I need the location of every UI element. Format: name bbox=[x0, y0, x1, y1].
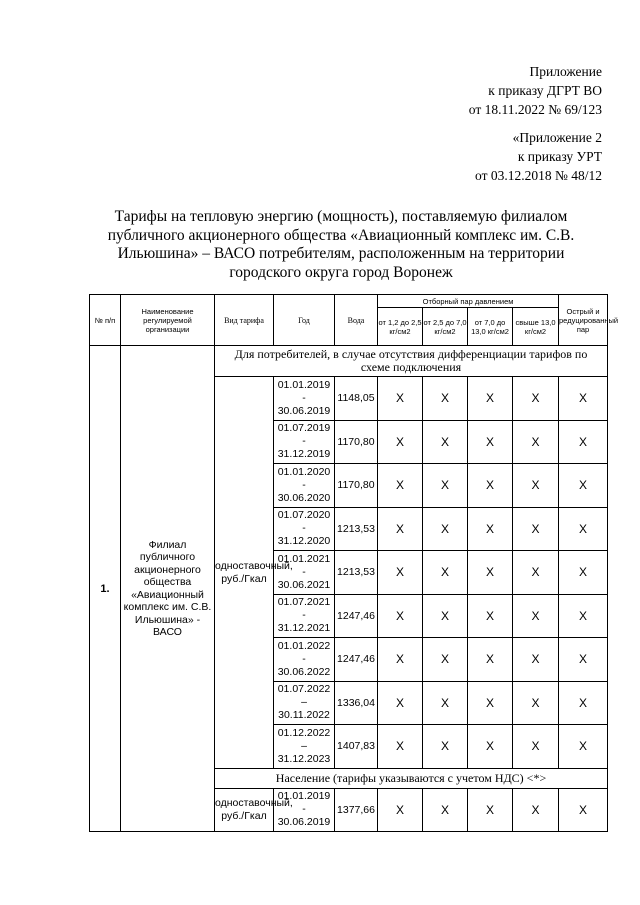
header-year: Год bbox=[274, 295, 335, 346]
period-end: 31.12.2020 bbox=[277, 535, 331, 548]
header-steam-3: от 7,0 до 13,0 кг/см2 bbox=[468, 308, 513, 346]
period-sep: - bbox=[302, 478, 306, 491]
header-water: Вода bbox=[335, 295, 378, 346]
steam-tariff-cell: X bbox=[468, 681, 513, 725]
steam-tariff-cell: X bbox=[513, 464, 559, 508]
steam-tariff-cell: X bbox=[378, 681, 423, 725]
water-tariff-cell: 1148,05 bbox=[335, 377, 378, 421]
water-tariff-cell: 1213,53 bbox=[335, 551, 378, 595]
period-sep: - bbox=[302, 652, 306, 665]
period-start: 01.12.2022 bbox=[277, 726, 331, 739]
period-end: 30.11.2022 bbox=[278, 709, 330, 722]
steam-tariff-cell: X bbox=[423, 507, 468, 551]
steam-tariff-cell: X bbox=[468, 725, 513, 769]
water-tariff-cell: 1213,53 bbox=[335, 507, 378, 551]
period-end: 30.06.2022 bbox=[277, 665, 331, 678]
steam-tariff-cell: X bbox=[559, 594, 608, 638]
steam-tariff-cell: X bbox=[468, 551, 513, 595]
steam-tariff-cell: X bbox=[559, 377, 608, 421]
steam-tariff-cell: X bbox=[378, 725, 423, 769]
steam-tariff-cell: X bbox=[423, 725, 468, 769]
header-org: Наименование регулируемой организации bbox=[121, 295, 215, 346]
tariff-type-cell: одноставочный, руб./Гкал bbox=[215, 377, 274, 769]
header-sharp-steam: Острый и редуцированный пар bbox=[559, 295, 608, 346]
header-steam-1: от 1,2 до 2,5 кг/см2 bbox=[378, 308, 423, 346]
steam-tariff-cell: X bbox=[378, 507, 423, 551]
water-tariff-cell: 1170,80 bbox=[335, 464, 378, 508]
steam-tariff-cell: X bbox=[378, 420, 423, 464]
period-start: 01.01.2020 bbox=[277, 465, 331, 478]
steam-tariff-cell: X bbox=[468, 420, 513, 464]
steam-tariff-cell: X bbox=[513, 377, 559, 421]
section-title-population: Население (тарифы указываются с учетом НДС) <*> bbox=[215, 768, 608, 788]
steam-tariff-cell: X bbox=[513, 725, 559, 769]
steam-tariff-cell: X bbox=[423, 594, 468, 638]
steam-tariff-cell: X bbox=[513, 420, 559, 464]
period-sep: - bbox=[302, 435, 306, 448]
period-sep: - bbox=[302, 522, 306, 535]
appendix-header-line: от 18.11.2022 № 69/123 bbox=[468, 102, 602, 117]
steam-tariff-cell: X bbox=[378, 551, 423, 595]
steam-tariff-cell: X bbox=[513, 594, 559, 638]
period-start: 01.01.2019 bbox=[277, 790, 331, 803]
steam-tariff-cell: X bbox=[559, 551, 608, 595]
period-end: 31.12.2021 bbox=[277, 622, 331, 635]
steam-tariff-cell: X bbox=[513, 638, 559, 682]
period-cell bbox=[274, 788, 335, 832]
appendix-header-line: к приказу ДГРТ ВО bbox=[488, 83, 602, 98]
period-start: 01.01.2019 bbox=[277, 378, 331, 391]
appendix-header-line: Приложение bbox=[529, 64, 602, 79]
steam-tariff-cell: X bbox=[513, 551, 559, 595]
steam-tariff-cell: X bbox=[423, 377, 468, 421]
water-tariff-cell: 1377,66 bbox=[335, 788, 378, 832]
steam-tariff-cell: X bbox=[468, 788, 513, 832]
appendix-2-header bbox=[475, 128, 602, 185]
steam-tariff-cell: X bbox=[559, 507, 608, 551]
period-start: 01.07.2020 bbox=[277, 509, 331, 522]
water-tariff-cell: 1247,46 bbox=[335, 594, 378, 638]
water-tariff-cell: 1407,83 bbox=[335, 725, 378, 769]
period-end: 30.06.2019 bbox=[277, 404, 331, 417]
steam-tariff-cell: X bbox=[423, 681, 468, 725]
period-cell bbox=[274, 420, 335, 464]
header-steam-group: Отборный пар давлением bbox=[378, 295, 559, 308]
period-cell bbox=[274, 377, 335, 421]
steam-tariff-cell: X bbox=[423, 420, 468, 464]
steam-tariff-cell: X bbox=[378, 464, 423, 508]
period-start: 01.07.2022 bbox=[277, 683, 331, 696]
steam-tariff-cell: X bbox=[468, 507, 513, 551]
period-sep: - bbox=[302, 803, 306, 816]
period-end: 30.06.2019 bbox=[277, 816, 331, 829]
period-cell bbox=[274, 725, 335, 769]
steam-tariff-cell: X bbox=[513, 681, 559, 725]
tariff-type-cell: одноставочный, руб./Гкал bbox=[215, 788, 274, 832]
appendix-header-line: «Приложение 2 bbox=[512, 130, 602, 145]
header-tariff-type: Вид тарифа bbox=[215, 295, 274, 346]
period-cell bbox=[274, 551, 335, 595]
steam-tariff-cell: X bbox=[378, 788, 423, 832]
steam-tariff-cell: X bbox=[468, 594, 513, 638]
period-end: 31.12.2019 bbox=[277, 448, 331, 461]
period-start: 01.01.2021 bbox=[277, 552, 331, 565]
period-start: 01.07.2021 bbox=[277, 596, 331, 609]
steam-tariff-cell: X bbox=[559, 681, 608, 725]
period-cell bbox=[274, 594, 335, 638]
period-sep: – bbox=[301, 696, 307, 709]
header-num: № п/п bbox=[90, 295, 121, 346]
period-sep: - bbox=[302, 609, 306, 622]
steam-tariff-cell: X bbox=[423, 638, 468, 682]
period-start: 01.07.2019 bbox=[277, 422, 331, 435]
tariff-table bbox=[89, 294, 619, 832]
section-title-general: Для потребителей, в случае отсутствия дифференциации тарифов по схеме подключения bbox=[215, 346, 608, 377]
steam-tariff-cell: X bbox=[513, 788, 559, 832]
period-sep: - bbox=[302, 391, 306, 404]
steam-tariff-cell: X bbox=[559, 788, 608, 832]
steam-tariff-cell: X bbox=[559, 725, 608, 769]
period-start: 01.01.2022 bbox=[277, 639, 331, 652]
appendix-header-line: к приказу УРТ bbox=[517, 149, 602, 164]
water-tariff-cell: 1247,46 bbox=[335, 638, 378, 682]
steam-tariff-cell: X bbox=[468, 377, 513, 421]
steam-tariff-cell: X bbox=[468, 464, 513, 508]
steam-tariff-cell: X bbox=[559, 638, 608, 682]
period-end: 30.06.2020 bbox=[277, 491, 331, 504]
period-sep: - bbox=[302, 565, 306, 578]
steam-tariff-cell: X bbox=[423, 551, 468, 595]
period-cell bbox=[274, 638, 335, 682]
steam-tariff-cell: X bbox=[468, 638, 513, 682]
water-tariff-cell: 1170,80 bbox=[335, 420, 378, 464]
row-number: 1. bbox=[90, 346, 121, 832]
period-end: 30.06.2021 bbox=[277, 578, 331, 591]
organization-name: Филиал публичного акционерного общества «Авиационный комплекс им. С.В. Ильюшина» - ВАСО bbox=[121, 346, 215, 832]
steam-tariff-cell: X bbox=[423, 788, 468, 832]
appendix-header bbox=[469, 62, 602, 119]
steam-tariff-cell: X bbox=[513, 507, 559, 551]
steam-tariff-cell: X bbox=[378, 638, 423, 682]
period-cell bbox=[274, 507, 335, 551]
steam-tariff-cell: X bbox=[559, 420, 608, 464]
appendix-header-line: от 03.12.2018 № 48/12 bbox=[475, 168, 602, 183]
period-cell bbox=[274, 464, 335, 508]
document-title: Тарифы на тепловую энергию (мощность), поставляемую филиалом публичного акционерного общества «Авиационный комплекс им. С.В. Ильюшина» – ВАСО потребителям, расположенным на территории городского округа город Воронеж bbox=[107, 208, 575, 281]
steam-tariff-cell: X bbox=[559, 464, 608, 508]
steam-tariff-cell: X bbox=[378, 594, 423, 638]
steam-tariff-cell: X bbox=[378, 377, 423, 421]
period-cell bbox=[274, 681, 335, 725]
header-steam-4: свыше 13,0 кг/см2 bbox=[513, 308, 559, 346]
period-end: 31.12.2023 bbox=[277, 752, 331, 765]
period-sep: – bbox=[301, 739, 307, 752]
water-tariff-cell: 1336,04 bbox=[335, 681, 378, 725]
header-steam-2: от 2,5 до 7,0 кг/см2 bbox=[423, 308, 468, 346]
steam-tariff-cell: X bbox=[423, 464, 468, 508]
